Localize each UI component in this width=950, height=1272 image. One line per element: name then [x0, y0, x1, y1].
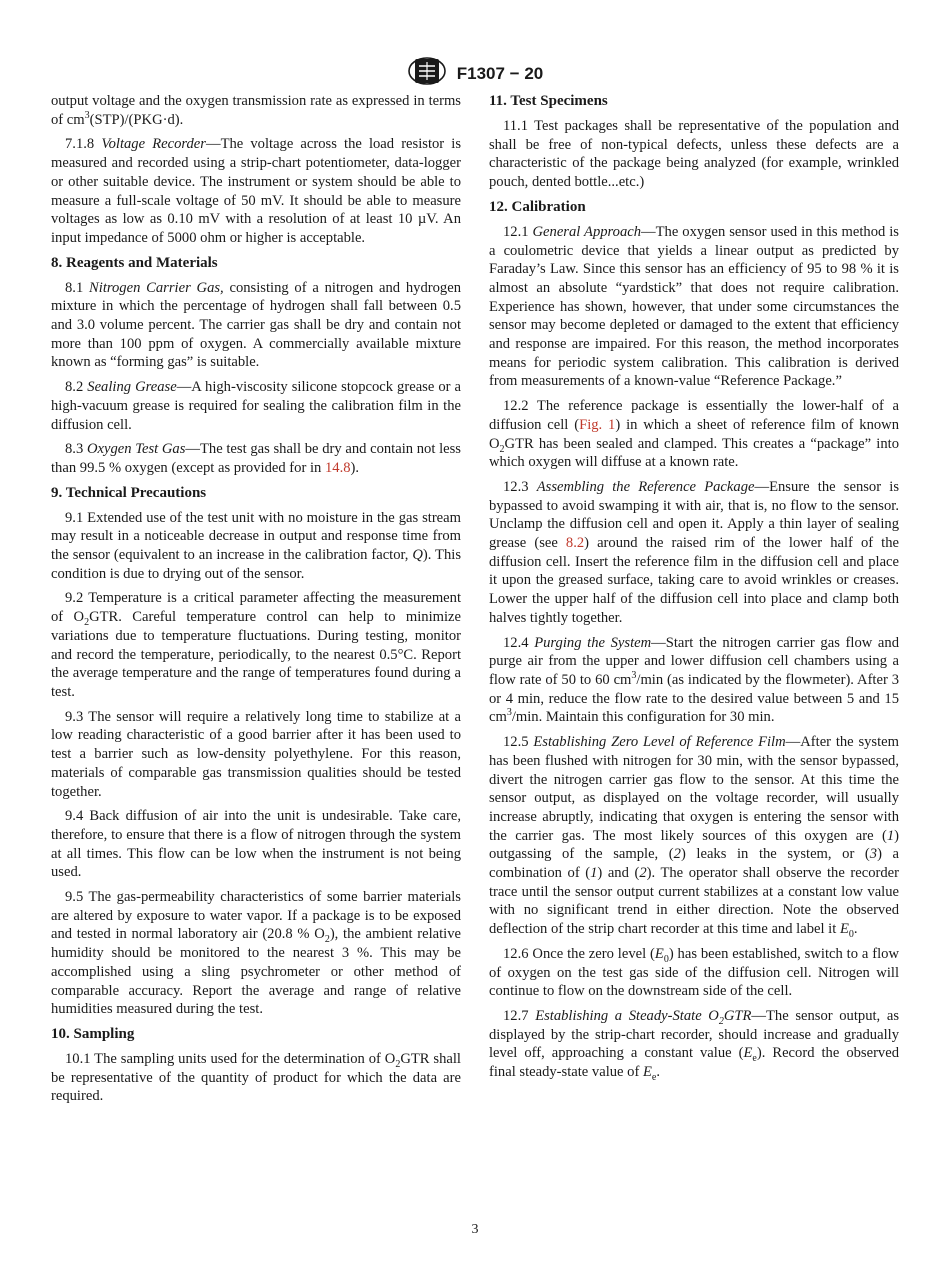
paragraph-9-5: 9.5 The gas-permeability characteristics of some barrier materials are altered by exposure to water vapor. If a package is to be exposed and tested in normal laboratory air (20.8 % $O_2$), the ambient relative humidity should be monitored to the nearest 3 %. This may be accomplished using a sling psychrometer or other method of comparable accuracy. Report the average and range of relative humidities measured during the test. — [51, 889, 461, 1018]
link-14-8[interactable]: 14.8 — [324, 459, 351, 476]
left-column — [51, 92, 461, 1112]
link-8-2[interactable]: 8.2 — [565, 535, 585, 552]
section-heading-8: 8. Reagents and Materials — [51, 254, 218, 271]
paragraph-12-4: 12.4 Purging the System—Start the nitrogen carrier gas flow and purge air from the upper and lower diffusion cell chambers using a flow rate of 50 to 60 $cm^3/\min$ (as indicated by the flowmeter). After 3 or 4 min, reduce the flow rate to the desired value between 5 and 15 $cm^3/\min$. Maintain this configuration for 30 min. — [489, 634, 899, 726]
section-heading-10: 10. Sampling — [51, 1025, 135, 1042]
page-header — [0, 56, 950, 91]
paragraph-12-6: 12.6 Once the zero level $(E_0)$ has been established, switch to a flow of oxygen on the test gas side of the diffusion cell. Nitrogen will continue to flow on the downstream side of the cell. — [489, 945, 900, 1000]
paragraph-8-2: 8.2 Sealing Grease—A high-viscosity silicone stopcock grease or a high-vacuum grease is required for sealing the calibration film in the diffusion cell. — [51, 379, 461, 433]
right-column — [489, 92, 899, 1088]
document-id: F1307 − 20 — [456, 63, 544, 83]
paragraph-10-1: 10.1 The sampling units used for the determination of $O_2GTR$ shall be representative of the quantity of product for which the data are required. — [51, 1050, 461, 1105]
paragraph-9-1: 9.1 Extended use of the test unit with no moisture in the gas stream may result in a noticeable decrease in output and response time from the sensor (equivalent to an increase in the calibration factor, Q). This condition is due to drying out of the sensor. — [51, 509, 461, 582]
paragraph-12-2: 12.2 The reference package is essentially the lower-half of a diffusion cell (Fig. 1) in which a sheet of reference film of known $O_2GTR$ has been sealed and clamped. This creates a “package” into which oxygen will diffuse at a known rate. — [489, 398, 900, 471]
link-fig-1[interactable]: Fig. 1 — [579, 416, 616, 433]
paragraph-11-1: 11.1 Test packages shall be representative of the population and shall be free of non-typical defects, unless these defects are a characteristic of the package being analyzed (for example, wrinkled pouch, dented bottle...etc.) — [489, 118, 899, 191]
astm-logo — [407, 56, 447, 91]
section-heading-9: 9. Technical Precautions — [51, 484, 207, 501]
paragraph-9-4: 9.4 Back diffusion of air into the unit is undesirable. Take care, therefore, to ensure that there is a flow of nitrogen through the system at all times. This flow can be low when the instrument is not being used. — [51, 808, 461, 881]
paragraph-12-7: 12.7 Establishing a Steady-State $O_2GTR—The$ sensor output, as displayed by the strip-chart recorder, should increase and gradually level off, approaching a constant value $(E_e)$. Record the observed final steady-state value of $E_e$. — [489, 1007, 900, 1083]
page-number: 3 — [471, 1222, 479, 1237]
paragraph-12-1: 12.1 General Approach—The oxygen sensor used in this method is a coulometric device that yields a linear output as predicted by Faraday’s Law. Since this sensor has an efficiency of 95 to 98 % it is almost an absolute “yardstick” that does not require calibration. Experience has shown, however, that under some circumstances the sensor may become depleted or damaged to the extent that efficiency and response are impaired. For this reason, the method incorporates means for periodic system calibration. This calibration is derived from measurements of a known-value “Reference Package.” — [489, 223, 899, 390]
paragraph-7-1-8: 7.1.8 Voltage Recorder—The voltage across the load resistor is measured and recorded using a strip-chart potentiometer, data-logger or other suitable device. The instrument or system should be able to measure a full-scale voltage of 50 mV. It should be able to measure voltages as low as 0.10 mV with a resolution of at least 10 µV. An input impedance of 5000 ohm or higher is acceptable. — [51, 136, 462, 246]
paragraph-8-3: 8.3 Oxygen Test Gas—The test gas shall be dry and contain not less than 99.5 % oxygen (except as provided for in 14.8). — [51, 441, 461, 476]
section-heading-12: 12. Calibration — [489, 198, 586, 215]
paragraph-9-3: 9.3 The sensor will require a relatively long time to stabilize at a low reading characteristic of a good barrier after it has been used to test a barrier such as low-density polyethylene. For this reason, materials of comparable gas transmission qualities should be tested together. — [51, 708, 461, 800]
paragraph-9-2: 9.2 Temperature is a critical parameter affecting the measurement of $O_2GTR$. Careful temperature control can help to minimize variations due to temperature fluctuations. During testing, monitor and record the temperature, periodically, to the nearest 0.5°C. Report the average temperature and the range of temperatures found during a test. — [51, 590, 461, 700]
paragraph-12-3: 12.3 Assembling the Reference Package—Ensure the sensor is bypassed to avoid swamping it with air, that is, no flow to the sensor. Unclamp the diffusion cell and open it. Apply a thin layer of sealing grease (see 8.2) around the raised rim of the lower half of the diffusion cell. Insert the reference film in the diffusion cell and place it upon the greased surface, taking care to avoid wrinkles or creases. Lower the upper half of the diffusion cell into place and clamp both halves tightly together. — [489, 478, 900, 626]
paragraph-12-5: 12.5 Establishing Zero Level of Reference Film—After the system has been flushed with nitrogen for 30 min, with the sensor bypassed, divert the nitrogen carrier gas flow to the sensor. At this time the sensor output, as displayed on the voltage recorder, will usually increase abruptly, indicating that oxygen is entering the sensor with the carrier gas. The most likely sources of this oxygen are (1) outgassing of the sample, (2) leaks in the system, or (3) a combination of (1) and (2). The operator shall observe the recorder trace until the sensor output current stabilizes at a constant low value with no significant trend in either direction. Note the observed deflection of the strip chart recorder at this time and label it $E_0$. — [489, 734, 899, 941]
paragraph-7-1-7-continued: output voltage and the oxygen transmission rate as expressed in terms of $cm^3(STP)/(PKG\cdot d)$. — [51, 93, 461, 128]
section-heading-11: 11. Test Specimens — [489, 93, 608, 109]
paragraph-8-1: 8.1 Nitrogen Carrier Gas, consisting of a nitrogen and hydrogen mixture in which the percentage of hydrogen shall fall between 0.5 and 3.0 volume percent. The carrier gas shall be dry and contain not more than 100 ppm of oxygen. A commercially available mixture known as “forming gas” is suitable. — [51, 279, 461, 371]
